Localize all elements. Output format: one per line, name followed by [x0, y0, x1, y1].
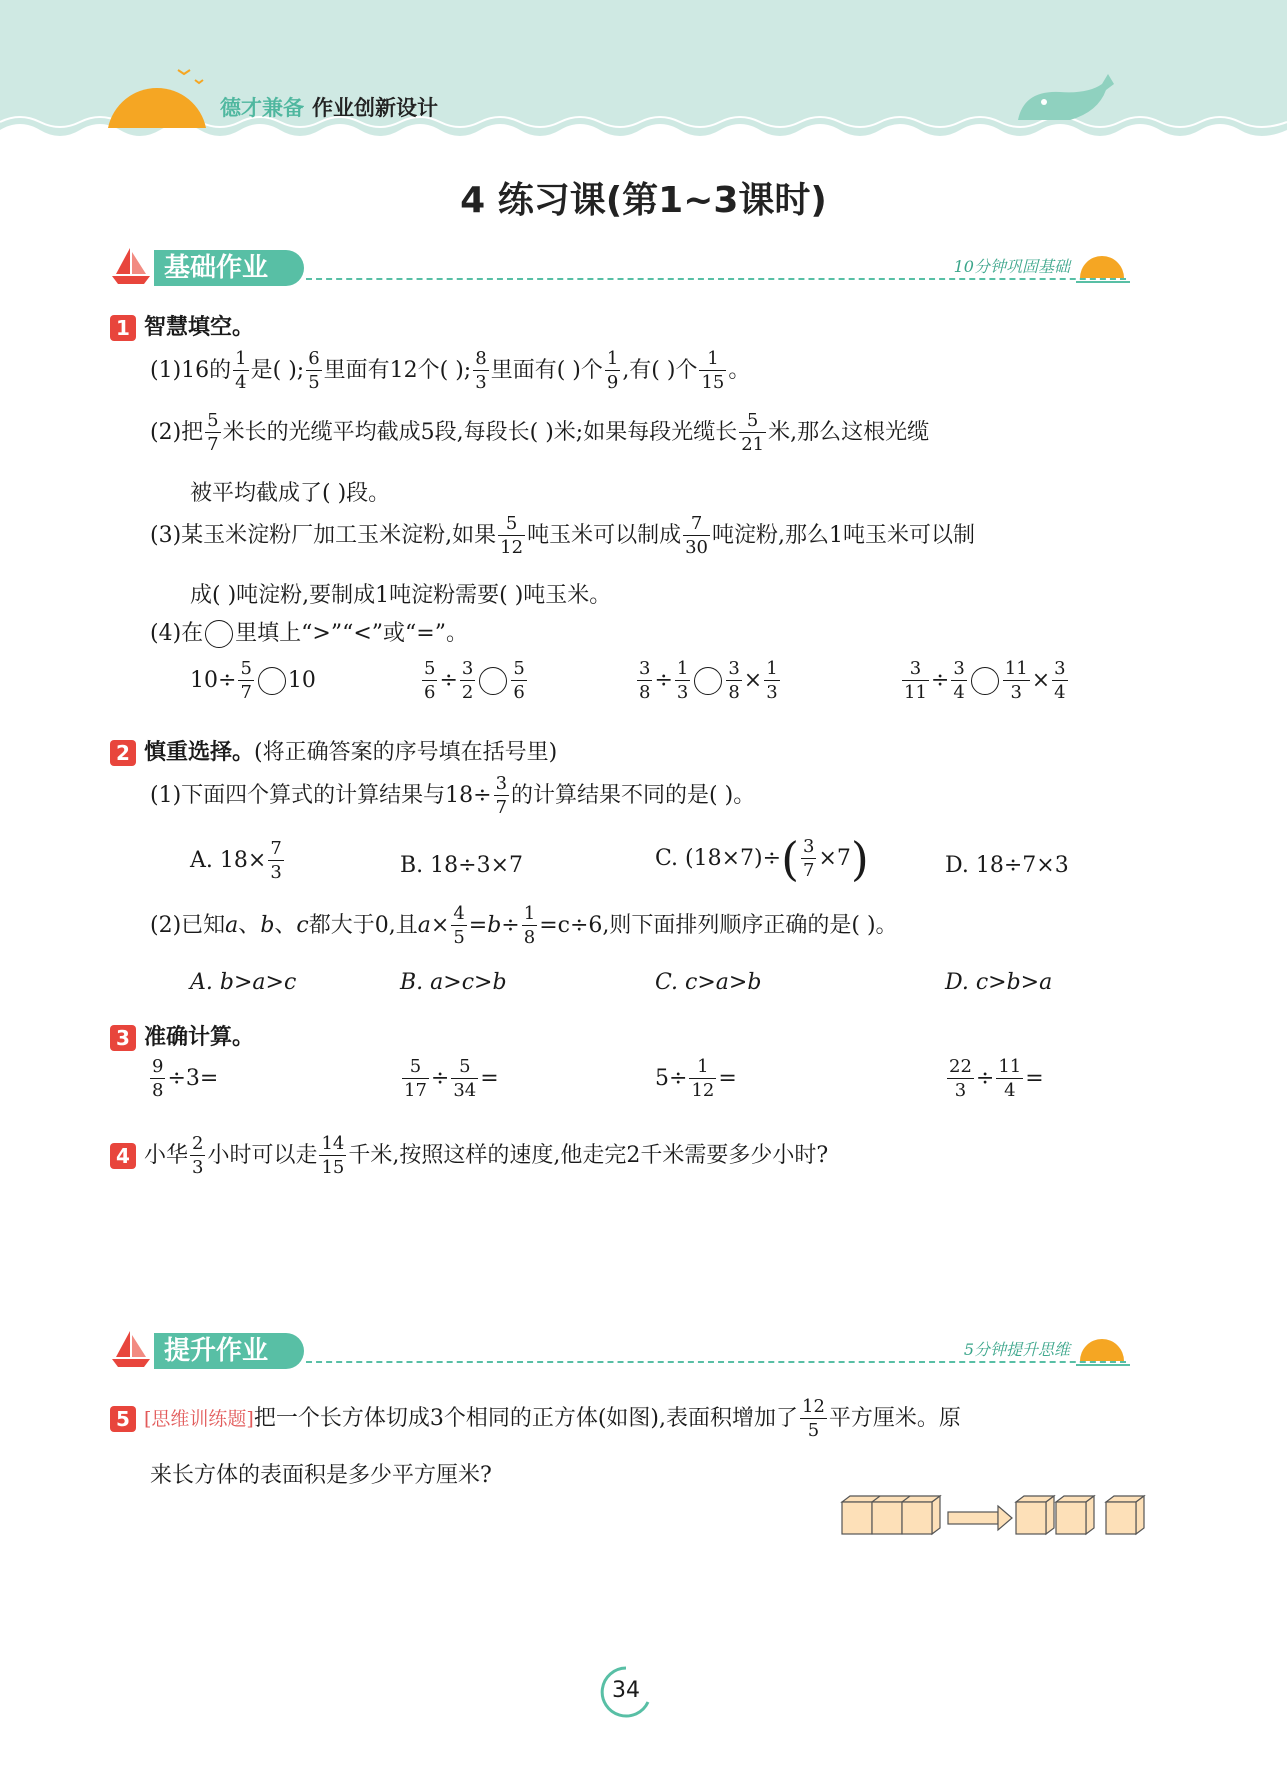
q2-p2-optB[interactable]: B. a>c>b — [400, 970, 507, 995]
q5-question — [110, 1398, 961, 1440]
q2-p1-optB[interactable]: B. 18÷3×7 — [400, 853, 524, 878]
whale-icon — [1010, 72, 1120, 132]
q2-p1-optD[interactable]: D. 18÷7×3 — [945, 853, 1069, 878]
text: (1)下面四个算式的计算结果与18÷ — [150, 783, 492, 808]
operator: ÷ — [975, 1066, 995, 1091]
fraction: $\frac{5}{12}$ — [500, 513, 524, 558]
text: ×7 — [818, 846, 851, 871]
q2-title-note: (将正确答案的序号填在括号里) — [254, 740, 558, 765]
text: 米,那么这根光缆 — [768, 420, 930, 445]
fraction: $\frac{2}{3}$ — [192, 1133, 204, 1178]
operator: ÷ — [930, 668, 950, 693]
page-number: 34 — [612, 1678, 640, 1703]
q1-compare-1 — [190, 660, 316, 702]
q1-compare-4 — [900, 660, 1070, 702]
header-title — [220, 92, 438, 122]
cuboid-cut-figure — [838, 1492, 1148, 1542]
sailboat-icon — [110, 244, 154, 288]
q3-heading — [110, 1020, 254, 1051]
section-divider — [306, 1361, 1126, 1363]
text: 是( ); — [250, 358, 305, 383]
q2-title: 慎重选择。 — [144, 740, 255, 765]
q1-title: 智慧填空。 — [144, 315, 255, 340]
operator: ÷ — [654, 668, 673, 693]
fraction: $\frac{5}{7}$ — [207, 410, 219, 455]
q1-part3 — [150, 515, 975, 557]
text: C. (18×7)÷ — [655, 846, 782, 871]
q1-number: 1 — [110, 315, 136, 341]
section-basic-label: 基础作业 — [154, 250, 304, 286]
paren-close: ) — [850, 832, 869, 886]
q2-heading — [110, 735, 557, 766]
q5-number: 5 — [110, 1406, 136, 1432]
fraction: $\frac{5}{6}$ — [424, 658, 436, 703]
q2-p2-optD[interactable]: D. c>b>a — [945, 970, 1053, 995]
fraction: $\frac{5}{7}$ — [240, 658, 252, 703]
text: 吨淀粉,那么1吨玉米可以制 — [712, 523, 975, 548]
q3-number: 3 — [110, 1025, 136, 1051]
text: 小时可以走 — [207, 1143, 318, 1168]
q1-heading — [110, 310, 254, 341]
text: A. 18× — [190, 848, 267, 873]
text: 5÷ — [655, 1066, 688, 1091]
fraction: $\frac{7}{30}$ — [685, 513, 708, 558]
section-divider — [306, 278, 1126, 280]
text: 的计算结果不同的是( )。 — [511, 783, 756, 808]
q1-part4 — [150, 616, 468, 648]
fraction: $\frac{3}{11}$ — [904, 658, 927, 703]
sun-icon — [100, 58, 210, 133]
fraction: $\frac{7}{3}$ — [270, 838, 282, 883]
text: 。 — [728, 358, 751, 383]
fraction: $\frac{1}{3}$ — [766, 658, 778, 703]
fraction: $\frac{3}{7}$ — [803, 836, 815, 881]
text: 吨玉米可以制成 — [527, 523, 682, 548]
fraction: $\frac{6}{5}$ — [308, 348, 320, 393]
fraction: $\frac{5}{34}$ — [453, 1056, 477, 1101]
text: 米长的光缆平均截成5段,每段长( )米;如果每段光缆长 — [222, 420, 738, 445]
fraction: $\frac{1}{9}$ — [606, 348, 619, 393]
fraction: $\frac{4}{5}$ — [453, 903, 465, 948]
text: (2)已知 — [150, 913, 226, 938]
blank-circle[interactable] — [694, 667, 722, 695]
text: ,有( )个 — [622, 358, 698, 383]
section-basic-note: 10分钟巩固基础 — [953, 257, 1070, 276]
q2-p2-optC[interactable]: C. c>a>b — [655, 970, 762, 995]
text: (1)16的 — [150, 358, 232, 383]
text: 里面有12个( ); — [323, 358, 472, 383]
sunset-icon — [1076, 252, 1130, 288]
fraction: $\frac{3}{2}$ — [461, 658, 474, 703]
fraction: $\frac{1}{15}$ — [701, 348, 725, 393]
header-subtitle: 作业创新设计 — [312, 96, 438, 120]
fraction: $\frac{11}{4}$ — [998, 1056, 1022, 1101]
fraction: $\frac{5}{6}$ — [513, 658, 525, 703]
section-basic-banner — [70, 250, 1150, 286]
text: 都大于0,且 — [308, 913, 418, 938]
operator: × — [1031, 668, 1051, 693]
text: (3)某玉米淀粉厂加工玉米淀粉,如果 — [150, 523, 497, 548]
operator: = — [718, 1066, 737, 1091]
fraction: $\frac{5}{17}$ — [404, 1056, 427, 1101]
page-title: 4 练习课(第1~3课时) — [460, 180, 827, 221]
fraction: $\frac{1}{8}$ — [523, 903, 536, 948]
brand-text: 德才兼备 — [220, 96, 304, 120]
text: 里填上“>”“<”或“=”。 — [235, 621, 468, 646]
q1-part3-cont: 成( )吨淀粉,要制成1吨淀粉需要( )吨玉米。 — [190, 583, 612, 608]
paren-open: ( — [781, 832, 800, 886]
q1-part2 — [150, 412, 929, 454]
operator: = — [480, 1066, 499, 1091]
text: 10 — [287, 668, 316, 693]
fraction: $\frac{12}{5}$ — [802, 1396, 825, 1441]
q4-number: 4 — [110, 1143, 136, 1169]
blank-circle[interactable] — [205, 620, 233, 648]
q2-p2-optA[interactable]: A. b>a>c — [190, 970, 297, 995]
fraction: $\frac{3}{7}$ — [495, 773, 508, 818]
fraction: $\frac{1}{4}$ — [235, 348, 247, 393]
fraction: $\frac{1}{12}$ — [691, 1056, 715, 1101]
fraction: $\frac{14}{15}$ — [321, 1133, 345, 1178]
fraction: $\frac{8}{3}$ — [475, 348, 487, 393]
q2-part2: (2)已知a、b、c都大于0,且a× $\frac{4}{5}$ =b÷ $\frac{1}{8}$ =c÷6,则下面排列顺序正确的是( )。 — [150, 903, 898, 948]
q2-p1-optA[interactable] — [190, 840, 286, 882]
operator: = — [1025, 1066, 1044, 1091]
fraction: $\frac{9}{8}$ — [152, 1056, 164, 1101]
q1-part2-cont: 被平均截成了( )段。 — [190, 481, 391, 506]
blank-circle[interactable] — [258, 667, 286, 695]
section-advanced-label: 提升作业 — [154, 1333, 304, 1369]
text: 里面有( )个 — [490, 358, 603, 383]
q3-expr-3 — [655, 1058, 737, 1100]
q1-compare-2 — [420, 660, 529, 702]
text: 小华 — [144, 1143, 189, 1168]
q3-expr-4 — [945, 1058, 1044, 1100]
text: (2)把 — [150, 420, 204, 445]
blank-circle[interactable] — [971, 667, 999, 695]
q2-part1 — [150, 775, 755, 817]
sailboat-icon — [110, 1327, 154, 1371]
q1-compare-3 — [635, 660, 782, 702]
q3-expr-2 — [400, 1058, 499, 1100]
fraction: $\frac{1}{3}$ — [676, 658, 689, 703]
operator: ÷ — [439, 668, 458, 693]
text: 千米,按照这样的速度,他走完2千米需要多少小时? — [348, 1143, 829, 1168]
text: 平方厘米。原 — [828, 1406, 961, 1431]
q4-question — [110, 1135, 828, 1177]
q3-expr-1 — [148, 1058, 218, 1100]
fraction: $\frac{5}{21}$ — [741, 410, 765, 455]
section-advanced-note: 5分钟提升思维 — [963, 1340, 1070, 1359]
q5-tag: [思维训练题] — [144, 1408, 254, 1430]
fraction: $\frac{3}{8}$ — [728, 658, 740, 703]
q5-question-cont: 来长方体的表面积是多少平方厘米? — [150, 1463, 492, 1488]
fraction: $\frac{3}{4}$ — [953, 658, 965, 703]
section-advanced-banner — [70, 1333, 1150, 1369]
sunset-icon — [1076, 1335, 1130, 1371]
fraction: $\frac{3}{8}$ — [639, 658, 651, 703]
text: ÷3= — [167, 1066, 219, 1091]
q2-p1-optC[interactable] — [655, 832, 869, 886]
text: 10÷ — [190, 668, 237, 693]
operator: × — [743, 668, 763, 693]
fraction: $\frac{3}{4}$ — [1054, 658, 1066, 703]
text: (4)在 — [150, 621, 204, 646]
text: 把一个长方体切成3个相同的正方体(如图),表面积增加了 — [253, 1406, 798, 1431]
operator: ÷ — [430, 1066, 450, 1091]
fraction: $\frac{11}{3}$ — [1004, 658, 1028, 703]
blank-circle[interactable] — [479, 667, 507, 695]
q2-number: 2 — [110, 740, 136, 766]
text: =c÷6,则下面排列顺序正确的是( )。 — [539, 913, 898, 938]
fraction: $\frac{22}{3}$ — [949, 1056, 972, 1101]
q3-title: 准确计算。 — [144, 1025, 255, 1050]
q1-part1 — [150, 350, 750, 392]
